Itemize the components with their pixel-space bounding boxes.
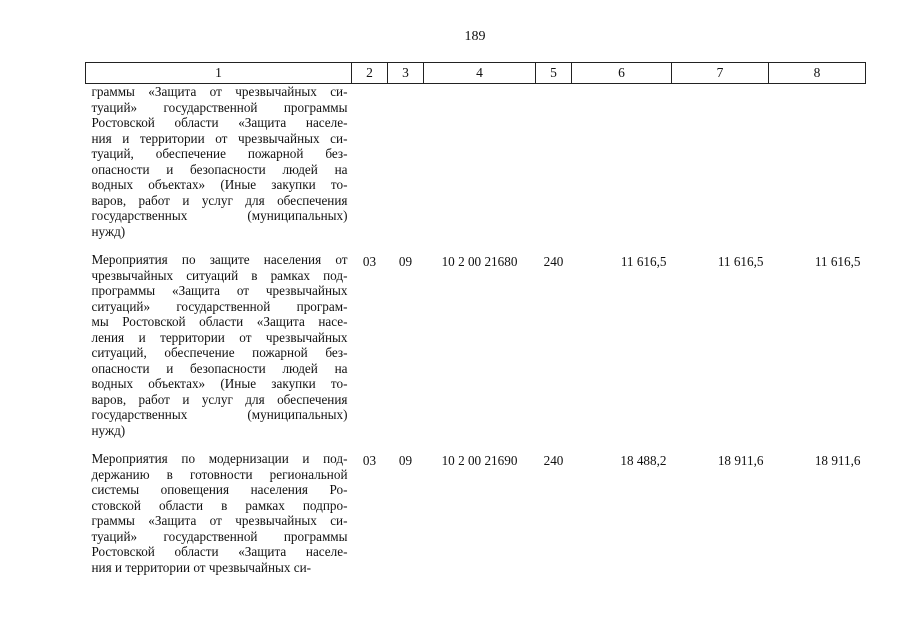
expense-type-code: 240	[543, 254, 564, 269]
expense-type-code	[536, 84, 572, 253]
col-header-8: 8	[769, 63, 866, 84]
col-header-5: 5	[536, 63, 572, 84]
description-line: мы Ростовской области «Защита насе-	[91, 314, 348, 329]
section-code	[352, 84, 388, 253]
description-line: нужд)	[91, 223, 126, 239]
description-line: держанию в готовности региональной	[91, 466, 348, 482]
description-line: варов, работ и услуг для обеспечения	[91, 391, 348, 407]
amount-year-3: 11 616,5	[814, 254, 861, 269]
col-header-1: 1	[86, 63, 352, 84]
col-header-7: 7	[672, 63, 769, 84]
target-article-code: 10 2 00 21680	[441, 254, 518, 269]
budget-table	[85, 62, 866, 588]
description-line: ситуаций, обеспечение пожарной без-	[91, 345, 348, 360]
amount-year-1: 11 616,5	[620, 254, 667, 269]
description-line: нужд)	[91, 422, 126, 438]
description-line: Ростовской области «Защита населе-	[91, 115, 348, 130]
subsection-code: 09	[398, 453, 413, 468]
description-line: ния и территории от чрезвычайных си-	[91, 130, 348, 146]
header-row	[86, 63, 866, 84]
description-line: водных объектах» (Иные закупки то-	[91, 177, 348, 192]
description-line: Мероприятия по защите населения от	[91, 252, 348, 267]
table-header	[86, 63, 866, 84]
amount-year-3	[769, 84, 866, 253]
target-article-code: 10 2 00 21690	[441, 453, 518, 468]
amount-year-1	[572, 84, 672, 253]
amount-year-2	[672, 84, 769, 253]
description-line: Ростовской области «Защита населе-	[91, 544, 348, 559]
table-row	[86, 84, 866, 253]
row-description	[86, 252, 352, 451]
description-line: опасности и безопасности людей на	[91, 161, 348, 177]
description-line: опасности и безопасности людей на	[91, 360, 348, 376]
target-article-code	[424, 84, 536, 253]
description-line: водных объектах» (Иные закупки то-	[91, 376, 348, 391]
description-line: стовской области в рамках подпро-	[91, 497, 348, 513]
description-line: ния и территории от чрезвычайных си-	[91, 559, 312, 575]
amount-year-2: 18 911,6	[717, 453, 764, 468]
page-number: 189	[464, 29, 486, 44]
subsection-code: 09	[398, 254, 413, 269]
description-line: государственных (муниципальных)	[91, 407, 348, 422]
description-line: чрезвычайных ситуаций в рамках под-	[91, 267, 348, 283]
description-line: туаций» государственной программы	[91, 99, 348, 115]
col-header-6: 6	[572, 63, 672, 84]
description-line: системы оповещения населения Ро-	[91, 482, 348, 497]
row-description	[86, 451, 352, 588]
amount-year-2: 11 616,5	[717, 254, 764, 269]
description-line: ситуаций» государственной програм-	[91, 298, 348, 314]
amount-year-3: 18 911,6	[814, 453, 861, 468]
description-line: программы «Защита от чрезвычайных	[91, 283, 348, 298]
subsection-code	[388, 84, 424, 253]
description-line: граммы «Защита от чрезвычайных си-	[91, 84, 348, 99]
table-body	[86, 84, 866, 589]
section-code: 03	[362, 453, 377, 468]
description-line: Мероприятия по модернизации и под-	[91, 451, 348, 466]
col-header-3: 3	[388, 63, 424, 84]
description-line: туаций, обеспечение пожарной без-	[91, 146, 348, 161]
table-row	[86, 451, 866, 588]
description-line: ления и территории от чрезвычайных	[91, 329, 348, 345]
table-row	[86, 252, 866, 451]
col-header-2: 2	[352, 63, 388, 84]
description-line: граммы «Защита от чрезвычайных си-	[91, 513, 348, 528]
expense-type-code: 240	[543, 453, 564, 468]
section-code: 03	[362, 254, 377, 269]
description-line: варов, работ и услуг для обеспечения	[91, 192, 348, 208]
row-description	[86, 84, 352, 253]
description-line: государственных (муниципальных)	[91, 208, 348, 223]
amount-year-1: 18 488,2	[620, 453, 667, 468]
col-header-4: 4	[424, 63, 536, 84]
description-line: туаций» государственной программы	[91, 528, 348, 544]
